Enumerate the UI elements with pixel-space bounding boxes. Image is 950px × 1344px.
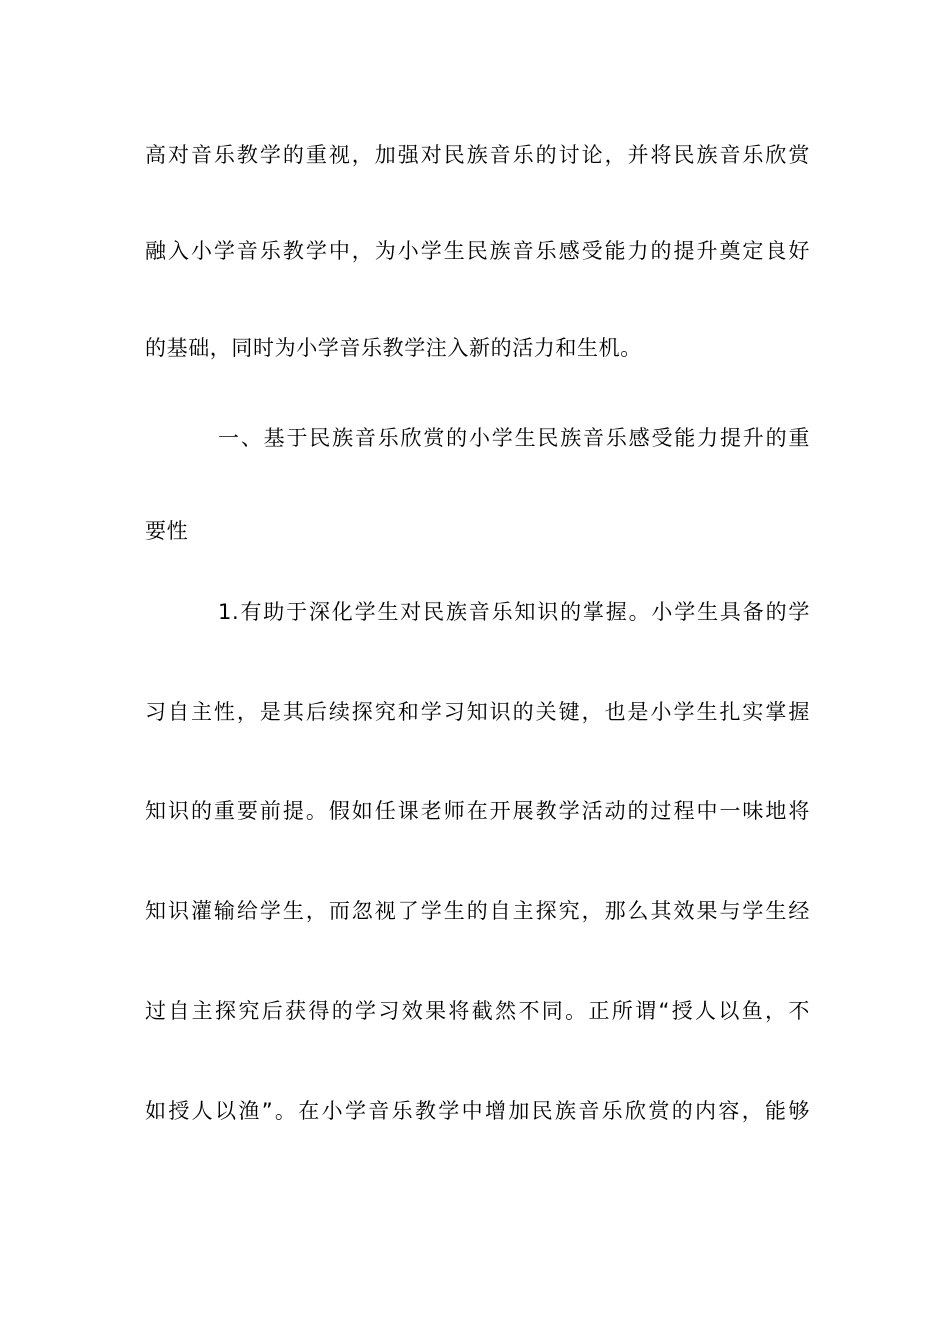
paragraph-line: 知识灌输给学生，而忽视了学生的自主探究，那么其效果与学生经	[145, 899, 810, 923]
paragraph-line: 知识的重要前提。假如任课老师在开展教学活动的过程中一味地将	[145, 799, 810, 823]
section-heading-line: 要性	[145, 519, 189, 543]
paragraph-line: 如授人以渔”。在小学音乐教学中增加民族音乐欣赏的内容，能够	[145, 1099, 810, 1123]
paragraph-line: 的基础，同时为小学音乐教学注入新的活力和生机。	[145, 336, 642, 360]
paragraph-line: 习自主性，是其后续探究和学习知识的关键，也是小学生扎实掌握	[145, 700, 810, 724]
paragraph-line: 过自主探究后获得的学习效果将截然不同。正所谓“授人以鱼，不	[145, 999, 810, 1023]
paragraph-line: 融入小学音乐教学中，为小学生民族音乐感受能力的提升奠定良好	[145, 239, 810, 263]
section-heading-line: 一、基于民族音乐欣赏的小学生民族音乐感受能力提升的重	[218, 426, 810, 450]
paragraph-line: 高对音乐教学的重视，加强对民族音乐的讨论，并将民族音乐欣赏	[145, 143, 810, 167]
paragraph-line: 1.有助于深化学生对民族音乐知识的掌握。小学生具备的学	[218, 600, 810, 624]
